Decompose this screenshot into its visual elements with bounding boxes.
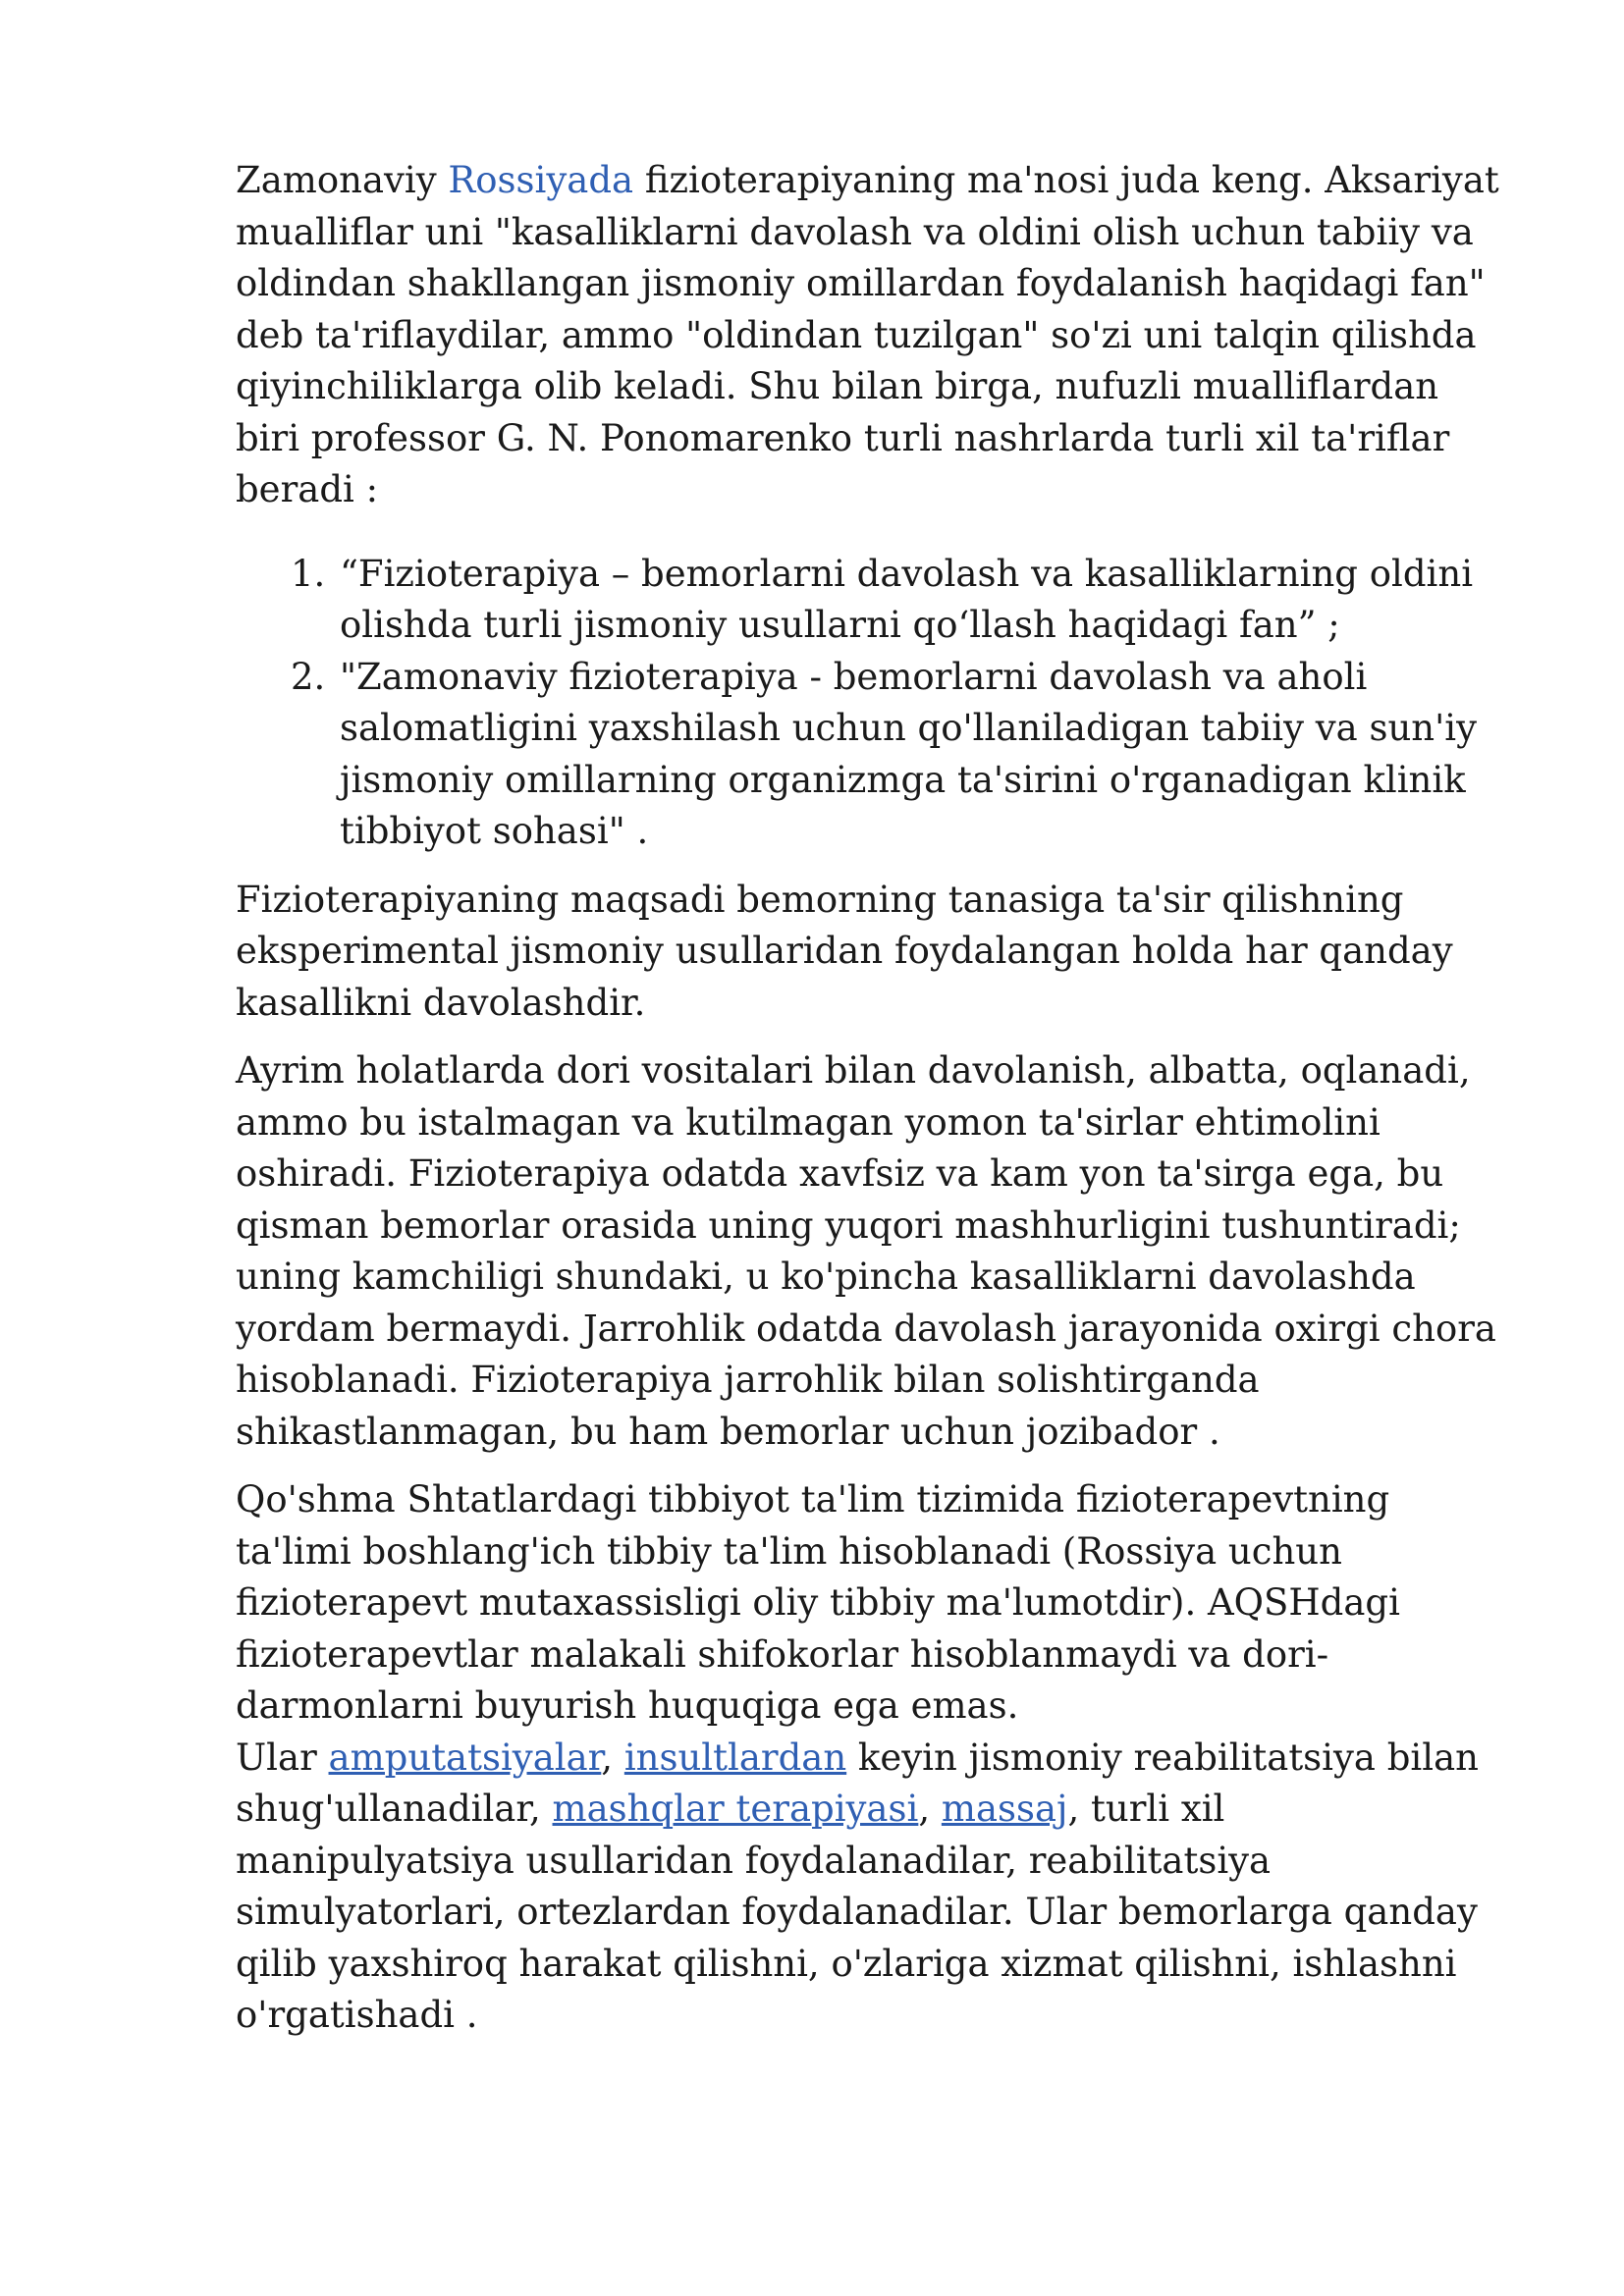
- text: , turli xil: [1067, 1788, 1225, 1830]
- text-line: deb ta'riflaydilar, ammo "oldindan tuzilgan" so'zi uni talqin qilishda: [236, 313, 1477, 356]
- list-item: [236, 652, 1532, 858]
- text-line: ammo bu istalmagan va kutilmagan yomon ta'sirlar ehtimolini: [236, 1100, 1380, 1144]
- list-item: [236, 549, 1532, 652]
- document-body: [236, 155, 1532, 2042]
- text-line: kasallikni davolashdir.: [236, 981, 646, 1024]
- text: Zamonaviy: [236, 159, 449, 201]
- text: Ular: [236, 1735, 329, 1779]
- link-amputatsiyalar[interactable]: amputatsiyalar: [328, 1735, 602, 1779]
- paragraph-rehabilitation: [236, 1733, 1532, 2042]
- text: shug'ullanadilar,: [236, 1788, 553, 1830]
- link-rossiyada[interactable]: Rossiyada: [448, 159, 634, 201]
- text-line: qilib yaxshiroq harakat qilishni, o'zlariga xizmat qilishni, ishlashni: [236, 1942, 1457, 1985]
- text-line: fizioterapevt mutaxassisligi oliy tibbiy ma'lumotdir). AQSHdagi: [236, 1581, 1400, 1624]
- text-line: simulyatorlari, ortezlardan foydalanadilar. Ular bemorlarga qanday: [236, 1891, 1478, 1933]
- text-line: manipulyatsiya usullaridan foydalanadilar, reabilitatsiya: [236, 1839, 1272, 1882]
- paragraph-usa: [236, 1474, 1532, 1733]
- text-line: hisoblanadi. Fizioterapiya jarrohlik bilan solishtirganda: [236, 1359, 1260, 1401]
- list-number: 1.: [291, 552, 326, 595]
- text-line: oshiradi. Fizioterapiya odatda xavfsiz va kam yon ta'sirga ega, bu: [236, 1152, 1444, 1195]
- text-line: beradi :: [236, 468, 379, 510]
- text-line: biri professor G. N. Ponomarenko turli nashrlarda turli xil ta'riflar: [236, 416, 1450, 459]
- text-line: “Fizioterapiya – bemorlarni davolash va kasalliklarning oldini: [340, 552, 1474, 595]
- text-line: jismoniy omillarning organizmga ta'sirini o'rganadigan klinik: [340, 758, 1466, 801]
- text-line: fizioterapevtlar malakali shifokorlar hisoblanmaydi va dori-: [236, 1632, 1329, 1676]
- text: fizioterapiyaning ma'nosi juda keng. Aksariyat: [633, 159, 1499, 201]
- text-line: "Zamonaviy fizioterapiya - bemorlarni davolash va aholi: [340, 655, 1368, 698]
- text-line: olishda turli jismoniy usullarni qo‘llash haqidagi fan” ;: [340, 604, 1340, 646]
- list-number: 2.: [291, 655, 326, 698]
- text-line: Fizioterapiyaning maqsadi bemorning tanasiga ta'sir qilishning: [236, 878, 1404, 921]
- text-line: qisman bemorlar orasida uning yuqori mashhurligini tushuntiradi;: [236, 1203, 1461, 1247]
- text-line: Ayrim holatlarda dori vositalari bilan davolanish, albatta, oqlanadi,: [236, 1049, 1471, 1092]
- text-line: yordam bermaydi. Jarrohlik odatda davolash jarayonida oxirgi chora: [236, 1307, 1496, 1350]
- text-line: o'rgatishadi .: [236, 1994, 478, 2036]
- text-line: eksperimental jismoniy usullaridan foydalangan holda har qanday: [236, 930, 1453, 972]
- paragraph-intro: [236, 155, 1532, 516]
- link-massaj[interactable]: massaj: [941, 1788, 1068, 1830]
- text-line: Qo'shma Shtatlardagi tibbiyot ta'lim tizimida fizioterapevtning: [236, 1478, 1390, 1521]
- text: ,: [918, 1788, 942, 1830]
- link-insultlardan[interactable]: insultlardan: [623, 1735, 847, 1779]
- paragraph-medication: [236, 1045, 1532, 1458]
- text-line: mualliflar uni "kasalliklarni davolash va oldini olish uchun tabiiy va: [236, 210, 1474, 253]
- text-line: uning kamchiligi shundaki, u ko'pincha kasalliklarni davolashda: [236, 1255, 1416, 1298]
- text-line: shikastlanmagan, bu ham bemorlar uchun jozibador .: [236, 1410, 1220, 1453]
- text-line: ta'limi boshlang'ich tibbiy ta'lim hisoblanadi (Rossiya uchun: [236, 1529, 1342, 1573]
- paragraph-goal: [236, 875, 1532, 1030]
- text-line: qiyinchiliklarga olib keladi. Shu bilan birga, nufuzli mualliflardan: [236, 365, 1439, 407]
- text-line: oldindan shakllangan jismoniy omillardan foydalanish haqidagi fan": [236, 262, 1486, 304]
- text: ,: [601, 1735, 624, 1779]
- text: keyin jismoniy reabilitatsiya bilan: [846, 1735, 1479, 1779]
- link-mashqlar-terapiyasi[interactable]: mashqlar terapiyasi: [552, 1788, 919, 1830]
- text-line: tibbiyot sohasi" .: [340, 810, 649, 852]
- text-line: darmonlarni buyurish huquqiga ega emas.: [236, 1684, 1019, 1727]
- definitions-list: [236, 549, 1532, 858]
- text-line: salomatligini yaxshilash uchun qo'llaniladigan tabiiy va sun'iy: [340, 707, 1478, 749]
